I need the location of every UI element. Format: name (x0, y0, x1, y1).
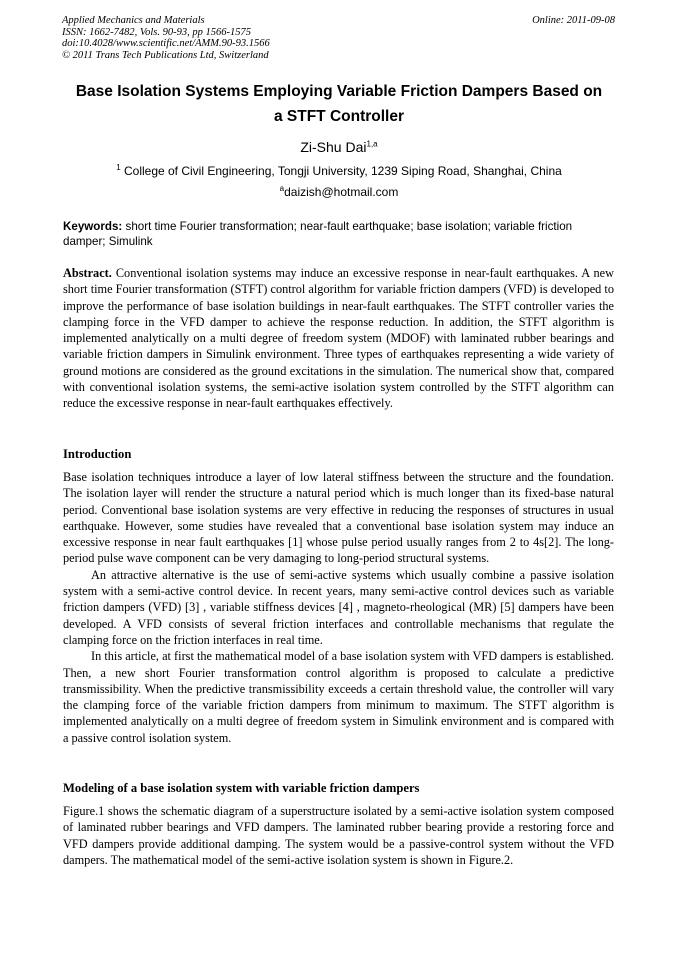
title-line-2: a STFT Controller (273, 108, 405, 125)
affiliation-superscript: 1 (116, 163, 121, 172)
intro-paragraph-3: In this article, at first the mathematical model of a base isolation system with VFD dampers is established. Then, a new short Fourier transformation control algorithm is proposed to calculate a predictive transmissibility. When the predictive transmissibility exceeds a certain threshold value, the controller will vary the clamping force of the variable friction dampers from minimum to maximum. The STFT algorithm is implemented analytically on a multi degree of freedom system in Simulink environment and is compared with a passive control isolation system. (63, 649, 614, 745)
introduction-body (63, 469, 614, 746)
abstract-label: Abstract. (63, 266, 112, 280)
email-address[interactable]: daizish@hotmail.com (284, 185, 399, 199)
modeling-heading: Modeling of a base isolation system with variable friction dampers (63, 781, 420, 795)
keywords-label: Keywords: (63, 220, 123, 233)
author-superscript: 1,a (366, 139, 378, 149)
keywords (63, 220, 614, 249)
affiliation-text: College of Civil Engineering, Tongji University, 1239 Siping Road, Shanghai, China (123, 164, 562, 178)
email (40, 185, 638, 199)
title-line-1: Base Isolation Systems Employing Variable Friction Dampers Based on (75, 83, 603, 100)
issn-line: ISSN: 1662-7482, Vols. 90-93, pp 1566-1575 (62, 26, 251, 38)
email-superscript: a (279, 184, 285, 193)
journal-name: Applied Mechanics and Materials (62, 15, 205, 26)
copyright-line: © 2011 Trans Tech Publications Ltd, Switzerland (62, 49, 269, 61)
author (40, 139, 638, 155)
introduction-heading: Introduction (63, 447, 132, 461)
modeling-paragraph: Figure.1 shows the schematic diagram of a superstructure isolated by a semi-active isolation system composed of laminated rubber bearings and VFD dampers. The laminated rubber bearing provide a restoring force and VFD dampers provide additional damping. The system would be a passive-control system without the VFD dampers. The mathematical model of the semi-active isolation system is shown in Figure.2. (63, 804, 614, 867)
affiliation (40, 164, 638, 178)
abstract (63, 265, 614, 412)
intro-paragraph-1: Base isolation techniques introduce a layer of low lateral stiffness between the structure and the foundation. The isolation layer will render the structure a natural period which is much longer than its fixed-base natural period. Conventional base isolation systems are very effective in reducing the responses of structures in usual earthquake. However, some studies have revealed that a conventional base isolation system may induce an excessive response in near fault earthquakes [1] whose pulse period usually ranges from 2 to 4s[2]. The long-period pulse wave component can be very damaging to long-period structural systems. (63, 470, 614, 566)
keywords-text: short time Fourier transformation; near-fault earthquake; base isolation; variable friction damper; Simulink (63, 220, 573, 248)
abstract-text: Conventional isolation systems may induce an excessive response in near-fault earthquakes. A new short time Fourier transformation (STFT) control algorithm for variable friction dampers (VFD) is developed to improve the performance of base isolation buildings in near-fault earthquakes. The STFT controller varies the clamping force in the VFD damper to achieve the response reduction. In addition, the STFT algorithm is implemented analytically on a multi degree of freedom system (MDOF) with laminated rubber bearings and variable friction dampers in Simulink environment. Three types of earthquakes representing a wide variety of ground motions are considered as the ground excitations in the simulation. The numerical show that, compared with conventional isolation systems, the semi-active isolation system controlled by the STFT algorithm can reduce the excessive response in near-fault earthquakes effectively. (63, 266, 614, 411)
doi-line: doi:10.4028/www.scientific.net/AMM.90-93.1566 (62, 38, 270, 49)
paper-title (40, 79, 638, 129)
author-name: Zi-Shu Dai (300, 139, 367, 155)
intro-paragraph-2: An attractive alternative is the use of semi-active systems which usually combine a passive isolation system with a semi-active control device. In recent years, many semi-active control devices such as variable friction dampers (VFD) [3] , variable stiffness devices [4] , magneto-rheological (MR) [5] dampers have been developed. A VFD consists of several friction interfaces and controllable mechanisms that regulate the clamping force on the friction interfaces in real time. (63, 567, 614, 647)
journal-header (62, 15, 615, 61)
modeling-body (63, 803, 614, 868)
online-date: Online: 2011-09-08 (532, 15, 615, 26)
